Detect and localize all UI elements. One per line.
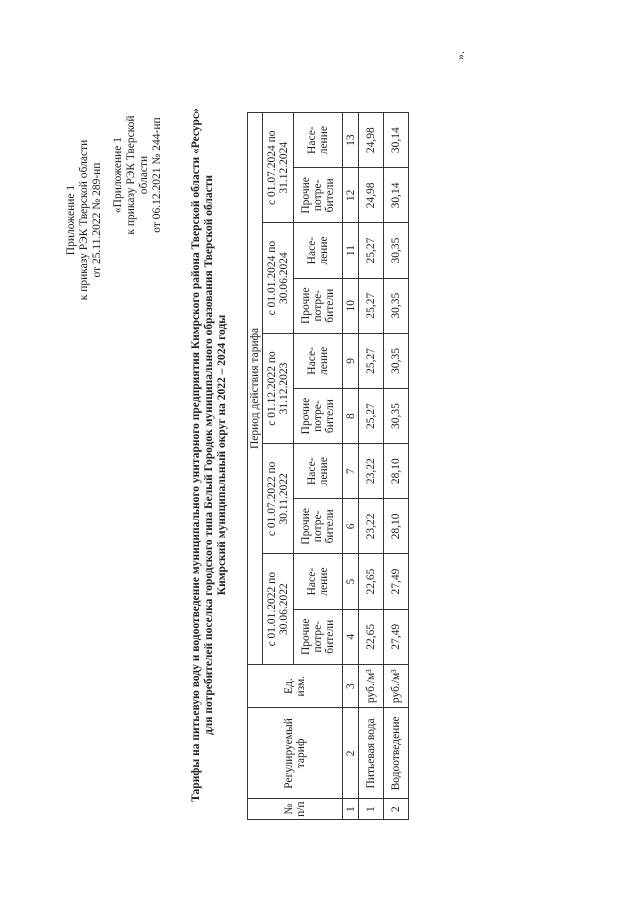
document-title	[190, 55, 229, 855]
tariff-value: 28,10	[384, 444, 409, 499]
header-other-consumers: Прочие потре-бители	[294, 168, 343, 223]
column-number: 3	[343, 664, 359, 708]
header-other-consumers: Прочие потре-бители	[294, 388, 343, 443]
appendix-header-new	[65, 120, 104, 320]
header-unit: Ед. изм.	[248, 664, 343, 708]
header-population: Насе-ление	[294, 444, 343, 499]
column-number: 12	[343, 168, 359, 223]
header-line: от 25.11.2022 № 289-нп	[91, 162, 103, 278]
header-period: Период действия тарифа	[248, 113, 263, 665]
header-period-2: с 01.07.2022 по 30.11.2022	[263, 444, 294, 554]
column-number: 4	[343, 609, 359, 664]
header-population: Насе-ление	[294, 223, 343, 278]
column-number-row	[343, 113, 359, 820]
tariff-table	[247, 112, 409, 820]
tariff-value: 22,65	[359, 609, 384, 664]
row-number: 2	[384, 799, 409, 820]
column-number: 13	[343, 113, 359, 168]
row-unit: руб./м³	[384, 664, 409, 708]
header-other-consumers: Прочие потре-бители	[294, 609, 343, 664]
column-number: 2	[343, 708, 359, 799]
header-line: от 06.12.2021 № 244-нп	[151, 117, 163, 233]
tariff-value: 30,14	[384, 168, 409, 223]
row-name: Водоотведение	[384, 708, 409, 799]
tariff-value: 30,14	[384, 113, 409, 168]
table-row	[359, 113, 384, 820]
column-number: 1	[343, 799, 359, 820]
tariff-value: 30,35	[384, 223, 409, 278]
column-number: 9	[343, 333, 359, 388]
tariff-value: 24,98	[359, 113, 384, 168]
tariff-value: 30,35	[384, 388, 409, 443]
header-other-consumers: Прочие потре-бители	[294, 278, 343, 333]
header-population: Насе-ление	[294, 113, 343, 168]
tariff-value: 28,10	[384, 499, 409, 554]
title-line: Кимрский муниципальный округ на 2022 – 2024 годы	[216, 314, 228, 596]
tariff-value: 25,27	[359, 223, 384, 278]
title-line: Тарифы на питьевую воду и водоотведение муниципального унитарного предприятия Кимрского района Тверской области «Ресурс»	[190, 108, 202, 802]
header-line: «Приложение 1	[112, 136, 124, 214]
appendix-header-old	[112, 95, 164, 255]
column-number: 6	[343, 499, 359, 554]
tariff-value: 27,49	[384, 554, 409, 609]
column-number: 7	[343, 444, 359, 499]
column-number: 5	[343, 554, 359, 609]
rotated-content	[65, 51, 490, 855]
header-other-consumers: Прочие потре-бители	[294, 499, 343, 554]
column-number: 10	[343, 278, 359, 333]
row-number: 1	[359, 799, 384, 820]
header-tariff: Регулируемый тариф	[248, 708, 343, 799]
tariff-value: 27,49	[384, 609, 409, 664]
tariff-value: 24,98	[359, 168, 384, 223]
header-population: Насе-ление	[294, 333, 343, 388]
header-period-1: с 01.01.2022 по 30.06.2022	[263, 554, 294, 664]
header-period-5: с 01.07.2024 по 31.12.2024	[263, 113, 294, 223]
row-name: Питьевая вода	[359, 708, 384, 799]
tariff-value: 23,22	[359, 444, 384, 499]
tariff-value: 22,65	[359, 554, 384, 609]
header-line: к приказу РЭК Тверской области	[78, 139, 90, 301]
header-number: № п/п	[248, 799, 343, 820]
title-line: для потребителей поселка городского типа Белый Городок муниципального образования Тверской области	[203, 174, 215, 736]
tariff-value: 30,35	[384, 278, 409, 333]
closing-mark: ».	[453, 51, 467, 60]
header-line: Приложение 1	[65, 184, 77, 256]
column-number: 8	[343, 388, 359, 443]
row-unit: руб./м³	[359, 664, 384, 708]
column-number: 11	[343, 223, 359, 278]
header-period-3: с 01.12.2022 по 31.12.2023	[263, 333, 294, 443]
tariff-value: 30,35	[384, 333, 409, 388]
tariff-value: 25,27	[359, 388, 384, 443]
header-population: Насе-ление	[294, 554, 343, 609]
table-row	[384, 113, 409, 820]
tariff-value: 25,27	[359, 333, 384, 388]
tariff-value: 23,22	[359, 499, 384, 554]
header-line: к приказу РЭК Тверской области	[125, 115, 150, 235]
header-period-4: с 01.01.2024 по 30.06.2024	[263, 223, 294, 333]
tariff-value: 25,27	[359, 278, 384, 333]
